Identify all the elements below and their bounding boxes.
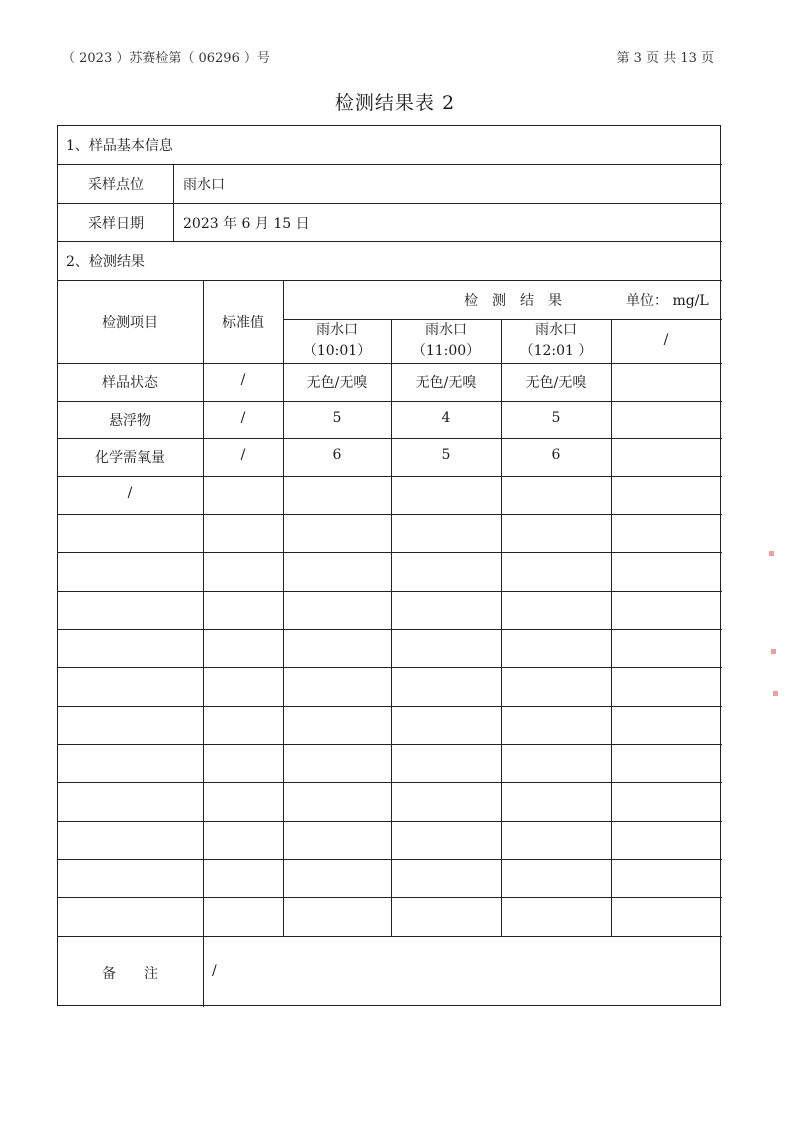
row-standard: /	[240, 447, 246, 463]
rule	[58, 438, 722, 439]
row-value: 无色/无嗅	[415, 375, 477, 391]
sampling-date-value: 2023 年 6 月 15 日	[183, 216, 310, 232]
col-item-header: 检测项目	[102, 315, 158, 331]
rule	[58, 744, 722, 745]
rule	[58, 591, 722, 592]
rule	[203, 936, 204, 1007]
unit-label: 单位： mg/L	[626, 293, 709, 309]
row-value: 6	[332, 447, 342, 463]
rule	[203, 280, 204, 936]
rule	[58, 821, 722, 822]
remarks-value: /	[212, 963, 217, 979]
stamp-mark: ▪	[772, 688, 779, 699]
sample-header-2	[412, 320, 480, 362]
section2-title: 2、检测结果	[66, 254, 145, 270]
rule	[58, 667, 722, 668]
row-value: 5	[332, 410, 342, 426]
rule	[58, 514, 722, 515]
row-item: 样品状态	[102, 375, 158, 391]
rule	[58, 936, 722, 937]
sample-header-3	[520, 320, 593, 362]
row-standard: /	[240, 410, 246, 426]
section1-title: 1、样品基本信息	[66, 138, 173, 154]
rule	[611, 319, 612, 936]
stamp-mark: ▪	[770, 646, 777, 657]
rule	[58, 706, 722, 707]
results-header: 检 测 结 果	[464, 293, 562, 309]
results-table	[57, 125, 721, 1006]
sample-site: 雨水口	[315, 322, 358, 338]
table-title: 检测结果表 2	[334, 92, 456, 114]
rule	[283, 280, 284, 936]
row-item: 化学需氧量	[95, 450, 165, 466]
sampling-date-label: 采样日期	[88, 216, 144, 232]
rule	[58, 241, 722, 242]
rule	[58, 476, 722, 477]
row-item: /	[127, 485, 133, 501]
row-value: 5	[441, 447, 451, 463]
rule	[58, 280, 722, 281]
report-number: （ 2023 ）苏赛检第（ 06296 ）号	[62, 51, 270, 66]
sampling-site-value: 雨水口	[183, 177, 225, 193]
row-value: 5	[551, 410, 561, 426]
stamp-mark: ▪	[768, 548, 775, 559]
row-value: 4	[441, 410, 451, 426]
rule	[58, 552, 722, 553]
rule	[58, 782, 722, 783]
sample-site: 雨水口	[424, 322, 467, 338]
row-item: 悬浮物	[109, 413, 151, 429]
rule	[58, 859, 722, 860]
sample-time: （11:00）	[411, 343, 481, 359]
rule	[58, 629, 722, 630]
sample-header-4: /	[663, 332, 669, 348]
row-value: 无色/无嗅	[306, 375, 368, 391]
rule	[58, 401, 722, 402]
rule	[58, 897, 722, 898]
sample-site: 雨水口	[534, 322, 577, 338]
remarks-label: 备 注	[102, 966, 158, 982]
page-info: 第 3 页 共 13 页	[616, 51, 714, 66]
rule	[58, 203, 722, 204]
row-value: 无色/无嗅	[525, 375, 587, 391]
rule	[173, 164, 174, 241]
rule	[391, 319, 392, 936]
rule	[58, 363, 722, 364]
sample-time: （10:01）	[302, 343, 372, 359]
sampling-site-label: 采样点位	[88, 177, 144, 193]
sample-time: （12:01 ）	[519, 343, 593, 359]
row-value: 6	[551, 447, 561, 463]
sample-header-1	[303, 320, 371, 362]
rule	[58, 164, 722, 165]
rule	[501, 319, 502, 936]
col-standard-header: 标准值	[222, 315, 264, 331]
row-standard: /	[240, 372, 246, 388]
